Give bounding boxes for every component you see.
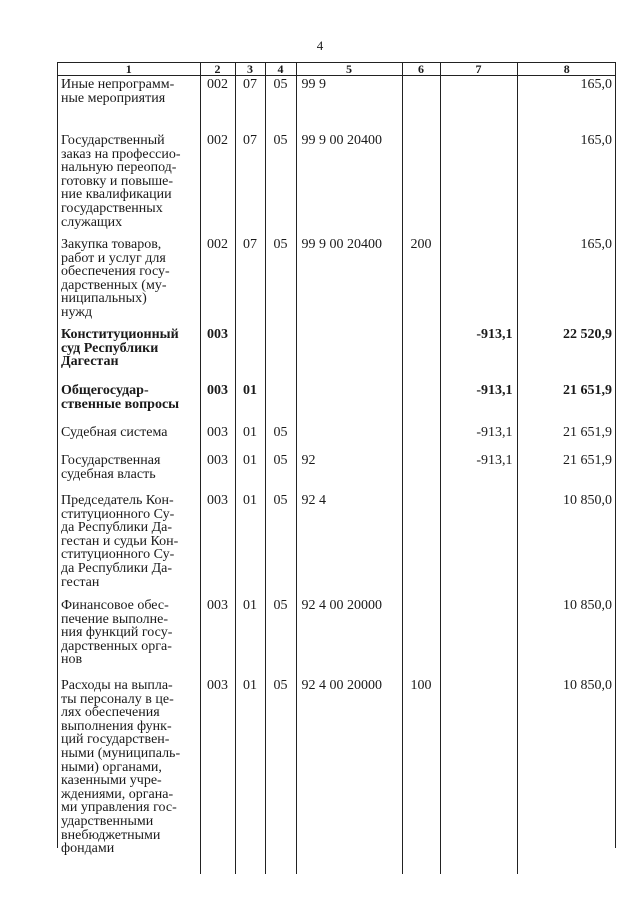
row-col-6 bbox=[402, 132, 440, 236]
row-col-4 bbox=[265, 326, 296, 382]
table-row bbox=[58, 326, 616, 382]
row-col-2: 003 bbox=[200, 382, 235, 424]
table-row bbox=[58, 236, 616, 326]
row-col-6 bbox=[402, 597, 440, 677]
row-col-5 bbox=[296, 382, 402, 424]
row-col-4: 05 bbox=[265, 597, 296, 677]
row-col-2: 002 bbox=[200, 76, 235, 133]
row-col-4: 05 bbox=[265, 452, 296, 492]
header-col-3: 3 bbox=[235, 63, 265, 76]
row-col-3: 07 bbox=[235, 76, 265, 133]
row-col-3: 07 bbox=[235, 132, 265, 236]
header-col-6: 6 bbox=[402, 63, 440, 76]
row-col-2: 002 bbox=[200, 132, 235, 236]
row-col-4: 05 bbox=[265, 677, 296, 874]
budget-table bbox=[58, 63, 616, 874]
row-col-6: 100 bbox=[402, 677, 440, 874]
table-row bbox=[58, 677, 616, 874]
row-col-2: 003 bbox=[200, 677, 235, 874]
table-row bbox=[58, 597, 616, 677]
row-col-5 bbox=[296, 326, 402, 382]
row-name: Расходы на выпла- ты персоналу в це- лях обеспечения выполнения функ- ций государствен- ными (муниципаль- ными) органами, казенными учре- ждениями, органа- ми управления гос- ударственными внебюджетными фондами bbox=[61, 678, 181, 857]
row-col-7: -913,1 bbox=[440, 382, 517, 424]
row-name: Общегосудар- ственные вопросы bbox=[61, 383, 180, 412]
header-col-8: 8 bbox=[517, 63, 616, 76]
row-col-2: 003 bbox=[200, 326, 235, 382]
table-body bbox=[58, 76, 616, 875]
row-name: Судебная система bbox=[61, 425, 168, 440]
header-col-4: 4 bbox=[265, 63, 296, 76]
row-col-8: 22 520,9 bbox=[517, 326, 616, 382]
row-col-5: 92 bbox=[296, 452, 402, 492]
row-col-7 bbox=[440, 236, 517, 326]
row-col-7: -913,1 bbox=[440, 326, 517, 382]
row-col-6 bbox=[402, 382, 440, 424]
row-col-6 bbox=[402, 452, 440, 492]
row-name: Конституционный суд Республики Дагестан bbox=[61, 327, 179, 370]
header-col-5: 5 bbox=[296, 63, 402, 76]
row-col-3: 01 bbox=[235, 597, 265, 677]
row-col-5 bbox=[296, 424, 402, 452]
row-col-8: 10 850,0 bbox=[517, 597, 616, 677]
row-col-3: 07 bbox=[235, 236, 265, 326]
row-col-7 bbox=[440, 677, 517, 874]
row-col-2: 003 bbox=[200, 452, 235, 492]
table-row bbox=[58, 424, 616, 452]
table-row bbox=[58, 452, 616, 492]
table-row bbox=[58, 382, 616, 424]
row-col-3 bbox=[235, 326, 265, 382]
row-col-8: 21 651,9 bbox=[517, 382, 616, 424]
row-col-8: 10 850,0 bbox=[517, 677, 616, 874]
row-col-3: 01 bbox=[235, 424, 265, 452]
row-col-5: 92 4 00 20000 bbox=[296, 597, 402, 677]
row-col-5: 99 9 00 20400 bbox=[296, 132, 402, 236]
budget-table-frame bbox=[57, 62, 616, 857]
row-col-5: 99 9 00 20400 bbox=[296, 236, 402, 326]
row-col-6 bbox=[402, 424, 440, 452]
row-col-3: 01 bbox=[235, 677, 265, 874]
row-col-2: 003 bbox=[200, 492, 235, 597]
header-col-7: 7 bbox=[440, 63, 517, 76]
row-col-6 bbox=[402, 76, 440, 133]
row-col-2: 002 bbox=[200, 236, 235, 326]
row-col-3: 01 bbox=[235, 452, 265, 492]
row-name: Финансовое обес- печение выполне- ния функций госу- дарственных орга- нов bbox=[61, 598, 173, 668]
row-col-7 bbox=[440, 132, 517, 236]
row-col-7 bbox=[440, 492, 517, 597]
row-col-7: -913,1 bbox=[440, 424, 517, 452]
row-col-4: 05 bbox=[265, 236, 296, 326]
row-col-8: 165,0 bbox=[517, 76, 616, 133]
row-col-5: 92 4 00 20000 bbox=[296, 677, 402, 874]
table-row bbox=[58, 492, 616, 597]
row-col-2: 003 bbox=[200, 597, 235, 677]
row-name: Государственная судебная власть bbox=[61, 453, 161, 482]
row-col-7 bbox=[440, 76, 517, 133]
row-col-6 bbox=[402, 492, 440, 597]
row-col-8: 21 651,9 bbox=[517, 424, 616, 452]
table-row bbox=[58, 132, 616, 236]
row-name: Председатель Кон- ституционного Су- да Республики Да- гестан и судьи Кон- ституционного Су- да Республики Да- гестан bbox=[61, 493, 179, 590]
row-col-4 bbox=[265, 382, 296, 424]
row-col-4: 05 bbox=[265, 76, 296, 133]
row-col-7 bbox=[440, 597, 517, 677]
row-col-3: 01 bbox=[235, 492, 265, 597]
header-col-2: 2 bbox=[200, 63, 235, 76]
row-col-5: 99 9 bbox=[296, 76, 402, 133]
row-col-4: 05 bbox=[265, 492, 296, 597]
row-name: Закупка товаров, работ и услуг для обеспечения госу- дарственных (му- ниципальных) нужд bbox=[61, 237, 170, 320]
row-col-5: 92 4 bbox=[296, 492, 402, 597]
header-col-1: 1 bbox=[58, 63, 200, 76]
page-number: 4 bbox=[316, 38, 324, 53]
row-col-4: 05 bbox=[265, 424, 296, 452]
row-col-8: 165,0 bbox=[517, 132, 616, 236]
row-col-6: 200 bbox=[402, 236, 440, 326]
row-col-2: 003 bbox=[200, 424, 235, 452]
table-header-row bbox=[58, 63, 616, 76]
table-row bbox=[58, 76, 616, 133]
row-col-8: 10 850,0 bbox=[517, 492, 616, 597]
row-col-4: 05 bbox=[265, 132, 296, 236]
row-col-7: -913,1 bbox=[440, 452, 517, 492]
row-name: Государственный заказ на профессио- нальную переопод- готовку и повыше- ние квалификации государственных служащих bbox=[61, 133, 181, 230]
row-col-3: 01 bbox=[235, 382, 265, 424]
row-col-8: 165,0 bbox=[517, 236, 616, 326]
row-col-6 bbox=[402, 326, 440, 382]
row-name: Иные непрограмм- ные мероприятия bbox=[61, 77, 175, 106]
row-col-8: 21 651,9 bbox=[517, 452, 616, 492]
